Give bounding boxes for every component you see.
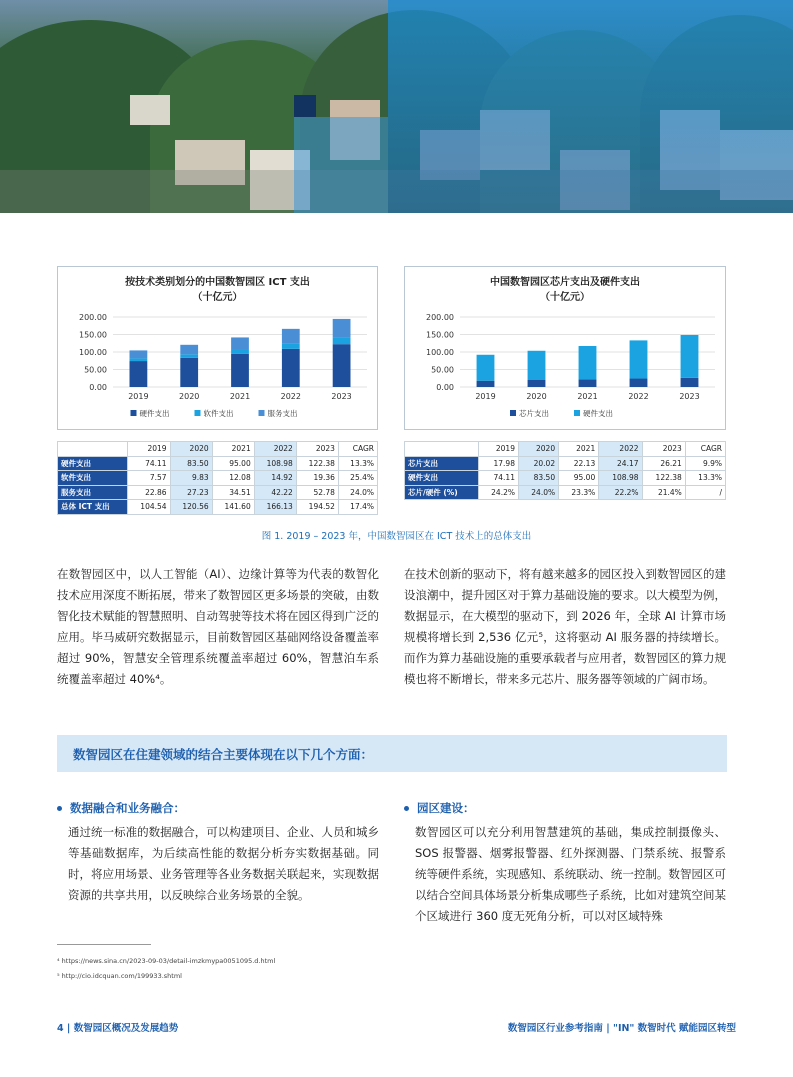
table-row [58,500,378,515]
table-header-cell: 2019 [478,442,518,457]
legend-label: 硬件支出 [583,409,613,418]
bar-segment [180,354,198,357]
table-row [58,456,378,471]
chart-subtitle: （十亿元） [540,292,590,303]
bar-segment [681,335,699,378]
table-header-cell: CAGR [685,442,725,457]
bar-segment [333,319,351,337]
table-cell: 24.0% [518,485,558,500]
bar-segment [282,344,300,349]
y-tick-label: 0.00 [436,383,454,392]
table-cell: 141.60 [212,500,254,515]
bar-segment [630,340,648,378]
chart-plot [58,267,379,431]
table-cell: 24.17 [599,456,642,471]
table-header-cell: 2019 [128,442,170,457]
bar-segment [477,355,495,381]
x-tick-label: 2022 [628,392,649,401]
table-cell: 13.3% [685,471,725,486]
chart-subtitle: （十亿元） [192,292,243,303]
table-cell: 20.02 [518,456,558,471]
table-cell: 122.38 [642,471,685,486]
legend-swatch [131,410,137,416]
table-cell: 17.98 [478,456,518,471]
figure-caption: 图 1. 2019 – 2023 年，中国数智园区在 ICT 技术上的总体支出 [261,531,532,542]
footer-left: 4 | 数智园区概况及发展趋势 [57,1023,179,1034]
table-row [58,471,378,486]
footnote-5[interactable]: ⁵ http://cio.idcquan.com/199933.shtml [57,972,182,980]
x-tick-label: 2021 [577,392,598,401]
table-cell: 42.22 [254,485,296,500]
x-tick-label: 2020 [179,392,200,401]
y-tick-label: 200.00 [79,313,107,322]
legend-label: 芯片支出 [519,409,549,418]
bar-segment [579,379,597,387]
paragraph-right: 在技术创新的驱动下，将有越来越多的园区投入到数智园区的建设浪潮中，提升园区对于算力基础设施的要求。以大模型为例，数据显示，在大模型的驱动下，到 2026 年，全球 AI 计算市场规模将增长到 2,536 亿元⁵，这将驱动 AI 服务器的持续增长。而作为算力基础设施的重要承载者与应用者，数智园区的算力规模也将不断增长，带来多元芯片、服务器等领域的广阔市场。 [404,567,726,686]
legend-label: 服务支出 [267,409,298,418]
y-tick-label: 150.00 [79,330,107,340]
table-cell: 122.38 [296,456,338,471]
table-cell: 14.92 [254,471,296,486]
table-cell: 7.57 [128,471,170,486]
y-tick-label: 0.00 [89,383,107,392]
x-tick-label: 2022 [280,392,301,401]
bar-segment [180,345,198,355]
table-cell: / [685,485,725,500]
table-cell: 13.3% [338,456,377,471]
table-cell: 芯片支出 [405,456,479,471]
bar-segment [528,380,546,387]
table-cell: 17.4% [338,500,377,515]
x-tick-label: 2020 [526,392,547,401]
table-cell: 总体 ICT 支出 [58,500,128,515]
bullet-dot-icon [57,806,62,811]
legend-label: 硬件支出 [139,409,170,418]
y-tick-label: 200.00 [426,313,454,322]
bar-segment [130,350,148,358]
table-cell: 52.78 [296,485,338,500]
bar-segment [630,379,648,387]
x-tick-label: 2023 [679,392,700,401]
x-tick-label: 2019 [475,392,496,401]
table-header-cell: 2021 [212,442,254,457]
table-row [405,456,726,471]
table-cell: 19.36 [296,471,338,486]
table-cell: 服务支出 [58,485,128,500]
bar-segment [130,358,148,361]
bar-segment [231,337,249,349]
paragraph-left: 在数智园区中，以人工智能（AI）、边缘计算等为代表的数智化技术应用深度不断拓展，带来了数智园区更多场景的突破，由数智化技术赋能的智慧照明、自动驾驶等技术将在园区得到广泛的应用。毕马威研究数据显示，目前数智园区基础网络设备覆盖率超过 90%，智慧安全管理系统覆盖率超过 60%，智慧泊车系统覆盖率超过 40%⁴。 [57,567,379,686]
x-tick-label: 2019 [128,392,149,401]
bullet-heading-data-fusion: 数据融合和业务融合： [57,800,185,816]
bar-segment [231,350,249,354]
banner-text: 数智园区在住建领域的结合主要体现在以下几个方面： [73,747,374,762]
table-cell: 74.11 [128,456,170,471]
bar-segment [579,346,597,379]
table-header-cell: 十亿元 [405,442,479,457]
table-header-cell: 2021 [559,442,599,457]
table-header-cell: 2020 [518,442,558,457]
y-tick-label: 50.00 [431,365,454,375]
bar-segment [282,349,300,387]
chart-title: 中国数智园区芯片支出及硬件支出 [490,277,640,288]
bullet-dot-icon [404,806,409,811]
table-cell: 23.3% [559,485,599,500]
table-header-row [405,442,726,457]
x-tick-label: 2023 [331,392,352,401]
y-tick-label: 100.00 [79,348,107,357]
y-tick-label: 50.00 [84,365,107,375]
table-cell: 83.50 [518,471,558,486]
table-cell: 108.98 [254,456,296,471]
ict-spending-table [57,441,378,515]
table-cell: 104.54 [128,500,170,515]
bar-segment [477,381,495,387]
table-cell: 27.23 [170,485,212,500]
table-row [405,471,726,486]
table-row [58,485,378,500]
footer-right: 数智园区行业参考指南 | "IN" 数智时代 赋能园区转型 [507,1023,736,1034]
bar-segment [180,358,198,387]
table-cell: 74.11 [478,471,518,486]
table-cell: 9.9% [685,456,725,471]
table-cell: 26.21 [642,456,685,471]
table-cell: 83.50 [170,456,212,471]
table-header-cell: 2022 [254,442,296,457]
table-cell: 软件支出 [58,471,128,486]
bar-segment [130,361,148,387]
hero-image [0,0,793,213]
table-cell: 硬件支出 [405,471,479,486]
bullet-body-park-construction: 数智园区可以充分利用智慧建筑的基础，集成控制摄像头、SOS 报警器、烟雾报警器、红外探测器、门禁系统、报警系统等硬件系统，实现感知、系统联动、统一控制。数智园区可以结合空间具体场景分析集成哪些子系统，比如对建筑空间某个区域进行 360 度无死角分析，可以对区域特殊 [415,825,726,923]
bar-segment [681,378,699,387]
bullet-heading-park-construction: 园区建设： [404,800,475,816]
footnote-4[interactable]: ⁴ https://news.sina.cn/2023-09-03/detail-imzkmypa0051095.d.html [57,957,276,965]
table-cell: 22.13 [559,456,599,471]
table-cell: 34.51 [212,485,254,500]
footnote-divider [57,944,151,945]
legend-swatch [259,410,265,416]
table-cell: 24.0% [338,485,377,500]
chart-title: 按技术类别划分的中国数智园区 ICT 支出 [125,277,310,288]
table-cell: 22.2% [599,485,642,500]
bar-segment [282,329,300,344]
chart-chip-spending [404,266,726,430]
legend-swatch [510,410,516,416]
legend-swatch [574,410,580,416]
table-cell: 120.56 [170,500,212,515]
table-cell: 21.4% [642,485,685,500]
table-cell: 95.00 [212,456,254,471]
x-tick-label: 2021 [229,392,251,401]
table-cell: 108.98 [599,471,642,486]
table-header-cell: 2022 [599,442,642,457]
section-banner [57,735,727,772]
bullet-body-data-fusion: 通过统一标准的数据融合，可以构建项目、企业、人员和城乡等基础数据库，为后续高性能的数据分析夯实数据基础。同时，将应用场景、业务管理等各业务数据关联起来，实现数据资源的共享共用，以反映综合业务场景的全貌。 [68,825,379,902]
table-cell: 硬件支出 [58,456,128,471]
table-cell: 9.83 [170,471,212,486]
bar-segment [333,344,351,387]
chart-plot [405,267,727,431]
table-cell: 芯片/硬件 (%) [405,485,479,500]
table-cell: 24.2% [478,485,518,500]
chip-spending-table [404,441,726,500]
chart-ict-spending [57,266,378,430]
legend-swatch [195,410,201,416]
bar-segment [528,351,546,380]
table-cell: 25.4% [338,471,377,486]
table-cell: 166.13 [254,500,296,515]
table-header-cell: 2023 [642,442,685,457]
bar-segment [231,354,249,387]
y-tick-label: 100.00 [426,348,454,357]
y-tick-label: 150.00 [426,330,454,340]
table-header-row [58,442,378,457]
table-header-cell: 十亿元 [58,442,128,457]
table-cell: 12.08 [212,471,254,486]
table-cell: 22.86 [128,485,170,500]
legend-label: 软件支出 [203,409,234,418]
table-row [405,485,726,500]
table-cell: 194.52 [296,500,338,515]
table-cell: 95.00 [559,471,599,486]
table-header-cell: CAGR [338,442,377,457]
table-header-cell: 2023 [296,442,338,457]
bar-segment [333,337,351,344]
table-header-cell: 2020 [170,442,212,457]
